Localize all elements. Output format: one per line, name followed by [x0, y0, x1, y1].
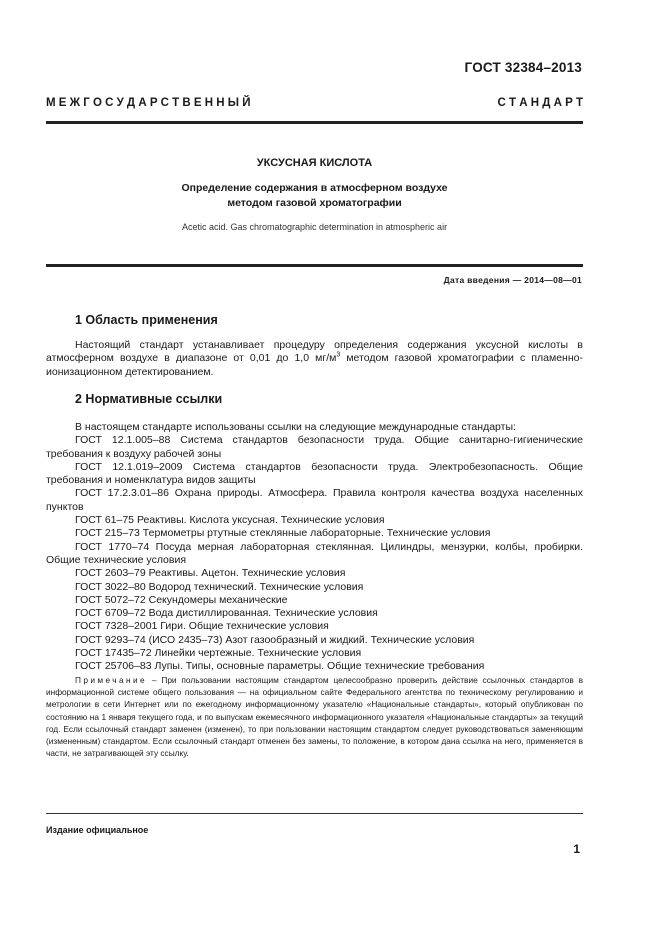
document-title: УКСУСНАЯ КИСЛОТА — [256, 157, 373, 169]
reference-item: ГОСТ 215–73 Термометры ртутные стеклянные лабораторные. Технические условия — [75, 527, 491, 540]
reference-item: ГОСТ 17.2.3.01–86 Охрана природы. Атмосфера. Правила контроля качества воздуха населенных пунктов — [46, 487, 583, 513]
superscript-3: 3 — [336, 351, 341, 359]
section-1-heading: 1 Область применения — [75, 313, 218, 327]
reference-item: ГОСТ 7328–2001 Гири. Общие технические условия — [75, 620, 329, 633]
reference-item: ГОСТ 6709–72 Вода дистиллированная. Технические условия — [75, 607, 378, 620]
reference-item: ГОСТ 3022–80 Водород технический. Технические условия — [75, 580, 364, 593]
note-text: – При пользовании настоящим стандартом целесообразно проверить действие ссылочных стандартов в информационной системе общего пользования — на официальном сайте Федерального агентства по техническому регулированию и метрологии в сети Интернет или по ежегодному информационному указателю «Национальные стандарты», который опубликован по состоянию на 1 января текущего года, и по выпускам ежемесячного информационного указателя «Национальные стандарты» за текущий год. Если ссылочный стандарт заменен (изменен), то при пользовании настоящим стандартом следует руководствоваться заменяющим (измененным) стандартом. Если ссылочный стандарт отменен без замены, то положение, в котором дана ссылка на него, применяется в части, не затрагивающей эту ссылку. — [46, 675, 583, 759]
note — [46, 674, 583, 759]
scope-text-2: методом газовой хроматографии с пламенно-ионизационном детектированием. — [46, 352, 583, 378]
footer-rule — [46, 813, 583, 814]
standard-type — [46, 97, 583, 109]
introduction-date: Дата введения — 2014—08—01 — [443, 275, 582, 285]
reference-item: ГОСТ 5072–72 Секундомеры механические — [75, 593, 288, 606]
gost-number: ГОСТ 32384–2013 — [464, 60, 582, 75]
section-2-heading: 2 Нормативные ссылки — [75, 392, 223, 406]
reference-item: ГОСТ 12.1.005–88 Система стандартов безопасности труда. Общие санитарно-гигиенические требования к воздуху рабочей зоны — [46, 434, 583, 460]
references-list — [46, 421, 583, 674]
reference-item: ГОСТ 25706–83 Лупы. Типы, основные параметры. Общие технические требования — [75, 660, 485, 673]
title-rule — [46, 264, 583, 267]
reference-item: ГОСТ 2603–79 Реактивы. Ацетон. Технические условия — [75, 567, 346, 580]
standard-type-left: М Е Ж Г О С У Д А Р С Т В Е Н Н Ы Й — [46, 97, 251, 109]
official-edition-label: Издание официальное — [46, 825, 149, 835]
subtitle-line-2: методом газовой хроматографии — [227, 197, 402, 209]
reference-item: ГОСТ 1770–74 Посуда мерная лабораторная стеклянная. Цилиндры, мензурки, колбы, пробирки. Общие технические условия — [46, 540, 583, 566]
english-title: Acetic acid. Gas chromatographic determination in atmospheric air — [181, 222, 448, 232]
reference-item: ГОСТ 17435–72 Линейки чертежные. Технические условия — [75, 647, 362, 660]
standard-type-right: С Т А Н Д А Р Т — [497, 97, 583, 109]
reference-item: ГОСТ 12.1.019–2009 Система стандартов безопасности труда. Электробезопасность. Общие требования и номенклатура видов защиты — [46, 460, 583, 487]
note-label: Примечание — [75, 675, 148, 685]
scope-text-1: Настоящий стандарт устанавливает процедуру определения содержания уксусной кислоты в атмосферном воздухе в диапазоне от 0,01 до 1,0 мг/м — [46, 339, 583, 365]
references-intro: В настоящем стандарте использованы ссылки на следующие международные стандарты: — [75, 421, 516, 433]
subtitle-line-1: Определение содержания в атмосферном воздухе — [181, 182, 448, 194]
document-subtitle — [46, 181, 583, 211]
page-number: 1 — [573, 842, 580, 856]
reference-item: ГОСТ 9293–74 (ИСО 2435–73) Азот газообразный и жидкий. Технические условия — [75, 633, 475, 646]
reference-item: ГОСТ 61–75 Реактивы. Кислота уксусная. Технические условия — [75, 514, 385, 527]
header-rule — [46, 121, 583, 124]
section-1-text — [46, 339, 583, 379]
